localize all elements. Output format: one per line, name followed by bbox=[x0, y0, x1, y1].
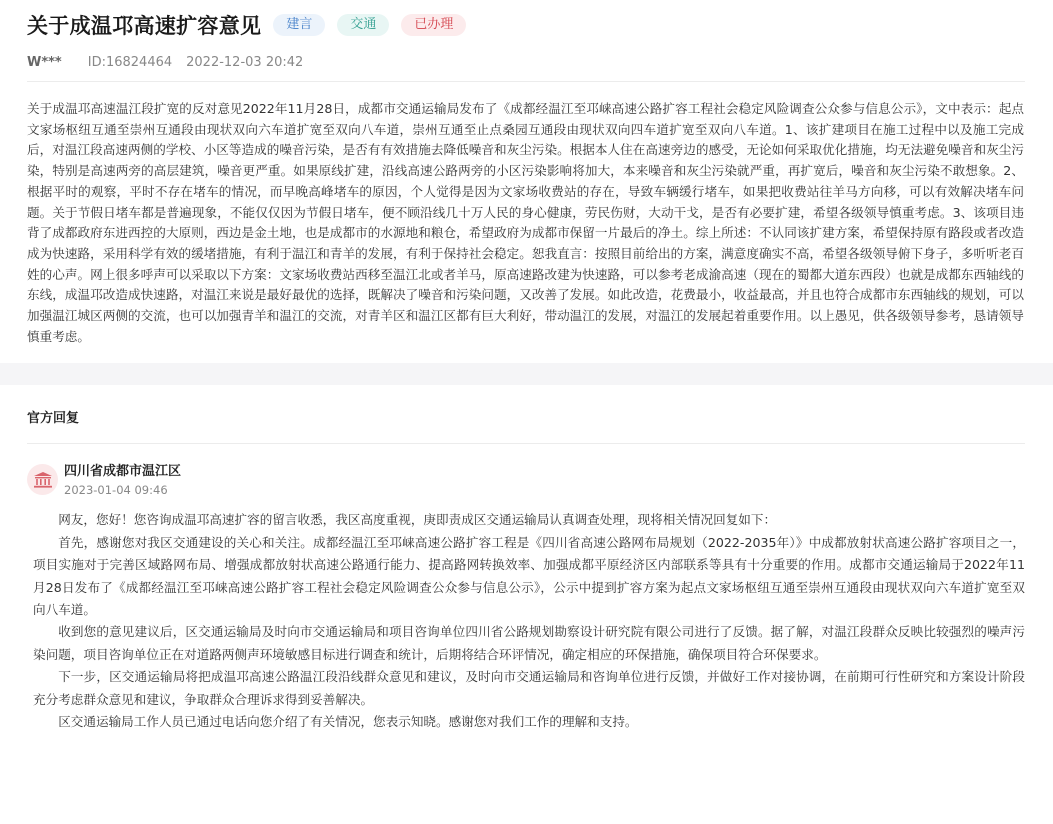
reply-paragraph: 网友，您好！您咨询成温邛高速扩容的留言收悉，我区高度重视，庚即责成区交通运输局认真调查处理，现将相关情况回复如下： bbox=[58, 512, 777, 528]
divider bbox=[27, 443, 1025, 444]
reply-org-name: 四川省成都市温江区 bbox=[64, 464, 182, 480]
section-gap bbox=[0, 363, 1053, 385]
reply-org-row bbox=[27, 463, 1025, 497]
government-building-icon-svg bbox=[34, 472, 52, 488]
reply-paragraph: 首先，感谢您对我区交通建设的关心和关注。成都经温江至邛崃高速公路扩容工程是《四川省高速公路网布局规划（2022-2035年）》中成都放射状高速公路扩容项目之一，项目实施对于完善区域路网布局、增强成都放射状高速公路通行能力、提高路网转换效率、加强成都平原经济区内部联系等具有十分重要的作用。成都市交通运输局于2022年11月28日发布了《成都经温江至邛崃高速公路扩容工程社会稳定风险调查公众参与信息公示》，公示中提到扩容方案为起点文家场枢纽互通至崇州互通段由现状双向六车道扩宽至双向八车道。 bbox=[33, 534, 1025, 618]
author-name: W*** bbox=[27, 54, 62, 70]
reply-paragraph: 下一步，区交通运输局将把成温邛高速公路温江段沿线群众意见和建议，及时向市交通运输局和咨询单位进行反馈，并做好工作对接协调，在前期可行性研究和方案设计阶段充分考虑群众意见和建议，争取群众合理诉求得到妥善解决。 bbox=[33, 669, 1025, 707]
reply-paragraph: 收到您的意见建议后，区交通运输局及时向市交通运输局和项目咨询单位四川省公路规划勘察设计研究院有限公司进行了反馈。据了解，对温江段群众反映比较强烈的噪声污染问题，项目咨询单位正在对道路两侧声环境敏感目标进行调查和统计，后期将结合环评情况，确定相应的环保措施，确保项目符合环保要求。 bbox=[33, 624, 1025, 662]
reply-org-info bbox=[64, 463, 181, 497]
divider bbox=[27, 81, 1025, 82]
reply-paragraph: 区交通运输局工作人员已通过电话向您介绍了有关情况，您表示知晓。感谢您对我们工作的理解和支持。 bbox=[58, 714, 638, 730]
official-reply-section bbox=[0, 385, 1053, 733]
government-building-icon bbox=[27, 464, 58, 495]
reply-body bbox=[27, 509, 1025, 733]
reply-date: 2023-01-04 09:46 bbox=[64, 483, 168, 498]
page-title: 关于成温邛高速扩容意见 bbox=[27, 14, 262, 38]
meta-row bbox=[27, 50, 1025, 74]
title-row bbox=[27, 0, 1025, 50]
message-header bbox=[0, 0, 1053, 347]
post-datetime: 2022-12-03 20:42 bbox=[186, 54, 304, 70]
tag-traffic[interactable]: 交通 bbox=[337, 14, 389, 36]
tag-suggestion[interactable]: 建言 bbox=[273, 14, 325, 36]
message-id: ID:16824464 bbox=[87, 54, 173, 70]
status-badge: 已办理 bbox=[401, 14, 466, 36]
message-body: 关于成温邛高速温江段扩宽的反对意见2022年11月28日，成都市交通运输局发布了《成都经温江至邛崃高速公路扩容工程社会稳定风险调查公众参与信息公示》，文中表示：起点文家场枢纽互通至崇州互通段由现状双向六车道扩宽至双向八车道，崇州互通至止点桑园互通段由现状双向四车道扩宽至双向八车道。1、该扩建项目在施工过程中以及施工完成后，对温江段高速两侧的学校、小区等造成的噪音污染，是否有有效措施去降低噪音和灰尘污染。根据本人住在高速旁边的感受，无论如何采取优化措施，均无法避免噪音和灰尘污染，特别是高速两旁的高层建筑，噪音更严重。如果原线扩建，沿线高速公路两旁的小区污染影响将加大，本来噪音和灰尘污染就严重，再扩宽后，噪音和灰尘污染不敢想象。2、根据平时的观察，平时不存在堵车的情况，而早晚高峰堵车的原因，个人觉得是因为文家场收费站的存在，导致车辆缓行堵车，如果把收费站往羊马方向移，可以有效解决堵车问题。关于节假日堵车都是普遍现象，不能仅仅因为节假日堵车，便不顾沿线几十万人民的身心健康，劳民伤财，大动干戈，是否有必要扩建，希望各级领导慎重考虑。3、该项目违背了成都政府东进西控的大原则，西边是金土地，也是成都市的水源地和粮仓，希望政府为成都市保留一片最后的净土。综上所述：不认同该扩建方案，希望保持原有路段或者改造成为快速路，采用科学有效的缓堵措施，有利于温江和青羊的发展，有利于保持社会稳定。恕我直言：按照目前给出的方案，满意度确实不高，希望各级领导俯下身子，多听听老百姓的心声。网上很多呼声可以采取以下方案：文家场收费站西移至温江北或者羊马，原高速路改建为快速路，可以参考老成渝高速（现在的蜀都大道东西段）也就是成都东西轴线的东线，成温邛改造成快速路，对温江来说是最好最优的选择，既解决了噪音和污染问题，又改善了发展。如此改造，花费最小，收益最高，并且也符合成都市东西轴线的规划，可以加强温江城区两侧的交流，也可以加强青羊和温江的交流，对青羊区和温江区都有巨大利好，带动温江的发展，对温江的发展起着重要作用。以上愚见，供各级领导参考，恳请领导慎重考虑。 bbox=[27, 101, 1024, 344]
reply-section-title: 官方回复 bbox=[27, 410, 80, 426]
